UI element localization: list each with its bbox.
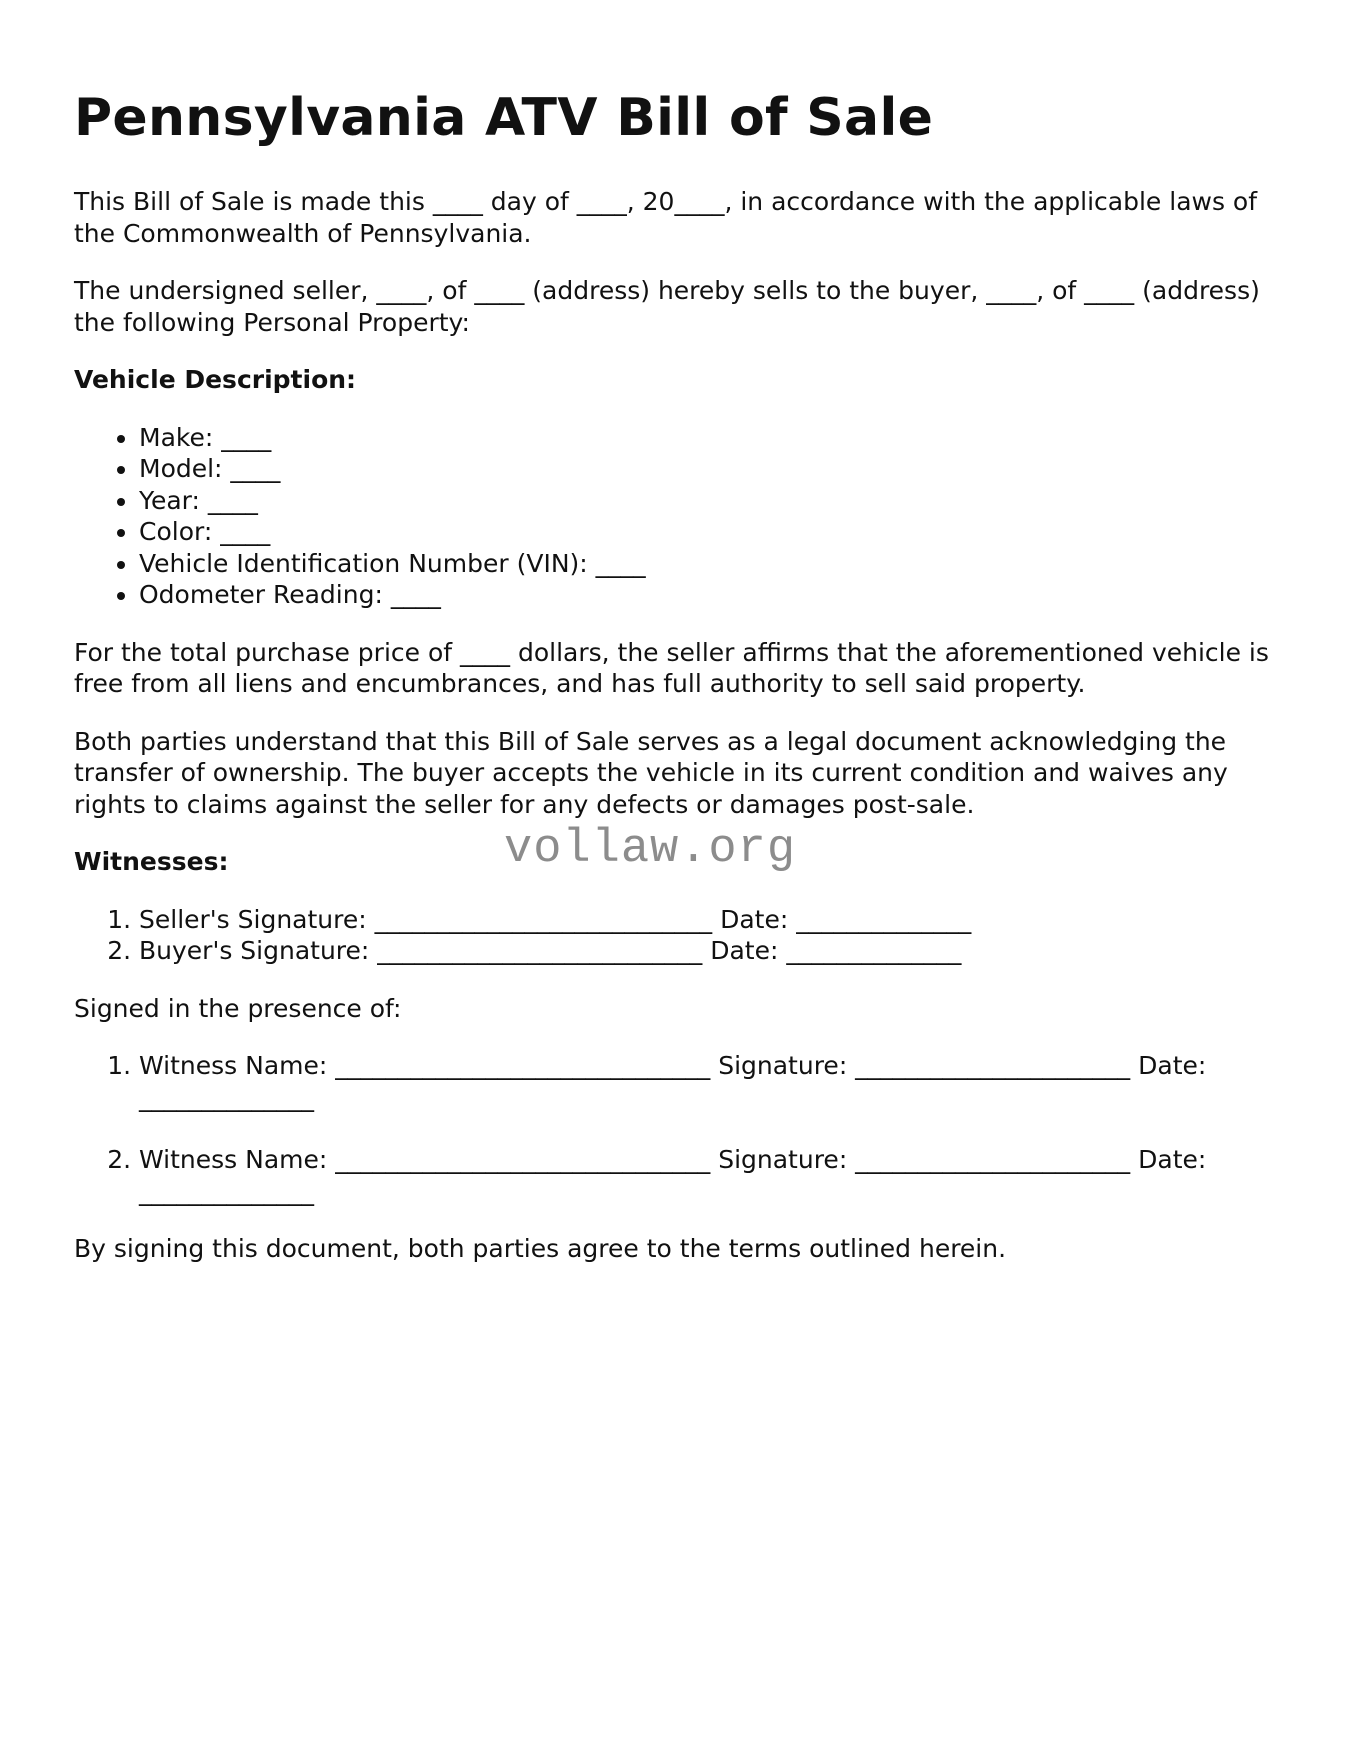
buyer-signature-line: 2. Buyer's Signature: __________________________ Date: ______________ xyxy=(139,935,1274,967)
vehicle-description-heading: Vehicle Description: xyxy=(74,365,357,394)
vehicle-description-list xyxy=(74,422,1274,611)
presence-label: Signed in the presence of: xyxy=(74,993,402,1023)
document-title: Pennsylvania ATV Bill of Sale xyxy=(74,88,934,148)
document-page xyxy=(74,88,1274,1291)
party-signature-list xyxy=(74,904,1274,967)
witness-signature-list xyxy=(74,1050,1274,1207)
vehicle-year-item: • Year: ____ xyxy=(139,485,1274,517)
witness-line-1: 1. Witness Name: ______________________________ Signature: ______________________ Date: ______________ xyxy=(139,1050,1274,1113)
witnesses-section xyxy=(74,823,1274,878)
price-paragraph: For the total purchase price of ____ dollars, the seller affirms that the aforementioned vehicle is free from all liens and encumbrances, and has full authority to sell said property. xyxy=(74,637,1269,698)
vehicle-make-item: • Make: ____ xyxy=(139,422,1274,454)
intro-paragraph: This Bill of Sale is made this ____ day of ____, 20____, in accordance with the applicable laws of the Commonwealth of Pennsylvania. xyxy=(74,187,1258,248)
witnesses-heading: Witnesses: xyxy=(74,847,229,876)
vehicle-odometer-item: • Odometer Reading: ____ xyxy=(139,579,1274,611)
closing-paragraph: By signing this document, both parties agree to the terms outlined herein. xyxy=(74,1234,1007,1263)
watermark-text: vollaw.org xyxy=(504,823,797,876)
witness-line-2: 2. Witness Name: ______________________________ Signature: ______________________ Date: ______________ xyxy=(139,1144,1274,1207)
vehicle-model-item: • Model: ____ xyxy=(139,453,1274,485)
parties-paragraph: The undersigned seller, ____, of ____ (address) hereby sells to the buyer, ____, of ____ (address) the following Personal Property: xyxy=(74,276,1260,337)
vehicle-color-item: • Color: ____ xyxy=(139,516,1274,548)
seller-signature-line: 1. Seller's Signature: ___________________________ Date: ______________ xyxy=(139,904,1274,936)
vehicle-vin-item: • Vehicle Identification Number (VIN): ____ xyxy=(139,548,1274,580)
ownership-paragraph: Both parties understand that this Bill of Sale serves as a legal document acknowledging the transfer of ownership. The buyer accepts the vehicle in its current condition and waives any rights to claims against the seller for any defects or damages post-sale. xyxy=(74,726,1228,819)
